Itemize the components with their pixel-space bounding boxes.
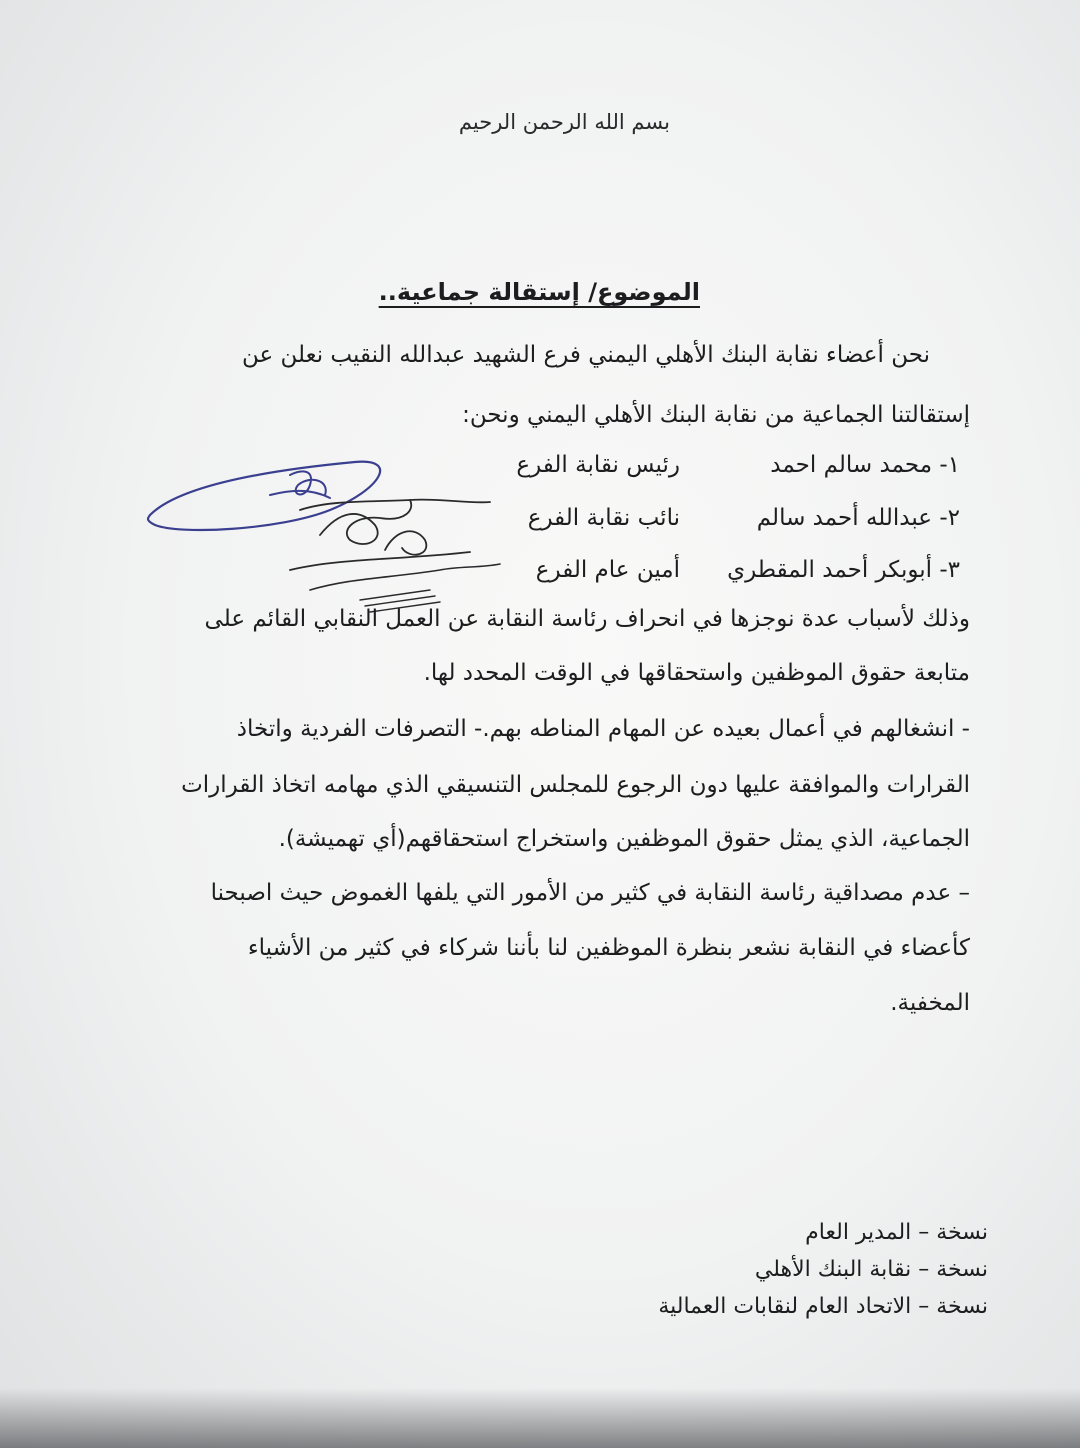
letter-subject: الموضوع/ إستقالة جماعية.. <box>378 278 700 306</box>
member-role: أمين عام الفرع <box>535 557 680 583</box>
copy-recipient: نسخة – نقابة البنك الأهلي <box>754 1257 988 1282</box>
copy-recipient: نسخة – الاتحاد العام لنقابات العمالية <box>658 1294 988 1319</box>
member-name: ٣- أبوبكر أحمد المقطري <box>727 557 960 583</box>
member-role: نائب نقابة الفرع <box>527 505 680 531</box>
basmala: بسم الله الرحمن الرحيم <box>458 110 670 134</box>
body-line: متابعة حقوق الموظفين واستحقاقها في الوقت المحدد لها. <box>423 660 970 686</box>
body-line: وذلك لأسباب عدة نوجزها في انحراف رئاسة النقابة عن العمل النقابي القائم على <box>204 606 970 632</box>
copy-recipient: نسخة – المدير العام <box>805 1220 988 1245</box>
body-line: الجماعية، الذي يمثل حقوق الموظفين واستخراج استحقاقهم(أي تهميشة). <box>278 826 970 852</box>
body-line: كأعضاء في النقابة نشعر بنظرة الموظفين لنا بأننا شركاء في كثير من الأشياء <box>247 935 970 961</box>
intro-line: نحن أعضاء نقابة البنك الأهلي اليمني فرع الشهيد عبدالله النقيب نعلن عن <box>241 342 930 368</box>
member-name: ٢- عبدالله أحمد سالم <box>756 505 960 531</box>
photo-shadow <box>0 1388 1080 1448</box>
intro-line: إستقالتنا الجماعية من نقابة البنك الأهلي اليمني ونحن: <box>462 402 970 428</box>
handwritten-signature <box>140 440 520 620</box>
body-line: القرارات والموافقة عليها دون الرجوع للمجلس التنسيقي الذي مهامه اتخاذ القرارات <box>181 772 970 798</box>
body-line: المخفية. <box>890 990 970 1016</box>
body-line: - انشغالهم في أعمال بعيده عن المهام المناطه بهم.- التصرفات الفردية واتخاذ <box>236 716 970 742</box>
body-line: – عدم مصداقية رئاسة النقابة في كثير من الأمور التي يلفها الغموض حيث اصبحنا <box>210 880 970 906</box>
member-role: رئيس نقابة الفرع <box>516 452 680 478</box>
member-name: ١- محمد سالم احمد <box>770 452 960 478</box>
